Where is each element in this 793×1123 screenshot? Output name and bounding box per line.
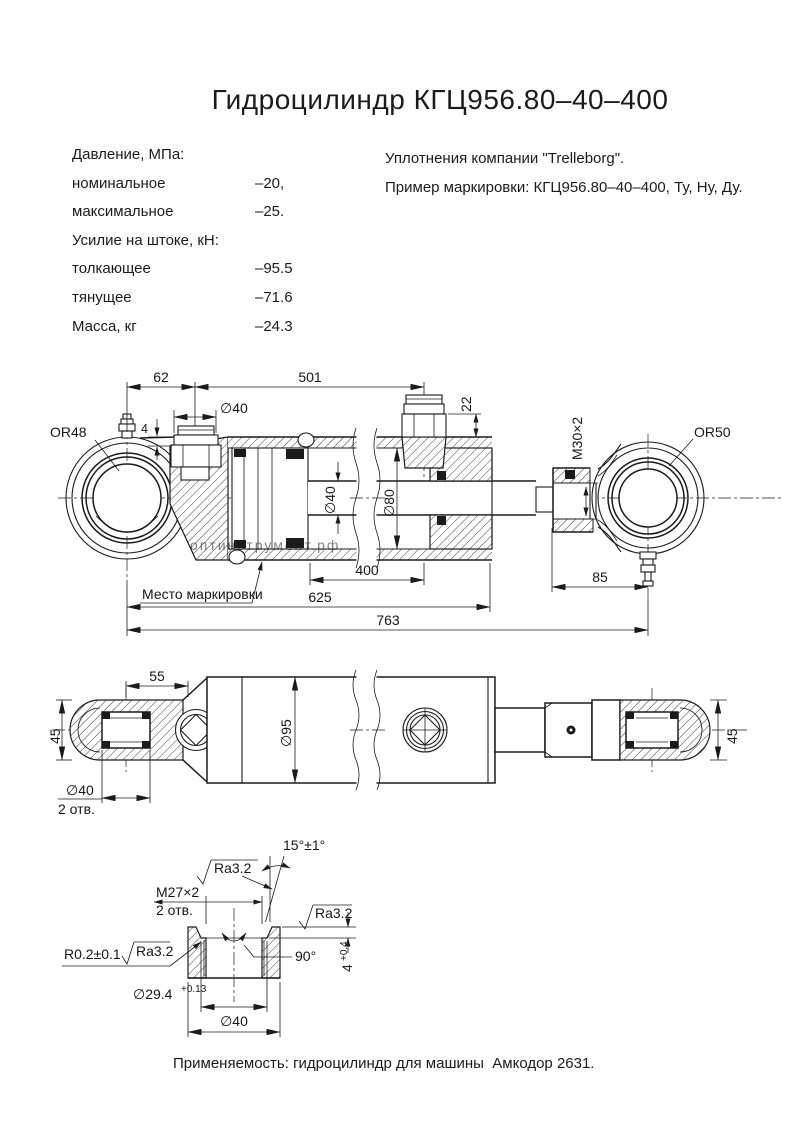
note-seals: Уплотнения компании "Trelleborg". [385, 150, 625, 167]
label-or50: OR50 [694, 424, 731, 440]
marking-place-note: Место маркировки [142, 586, 263, 602]
dim-400: 400 [355, 562, 379, 578]
detail-wall-right [262, 927, 280, 978]
port-boss-top-right [403, 708, 447, 752]
spec-label: максимальное [72, 203, 174, 221]
spec-label: толкающее [72, 260, 151, 278]
surface-finish-icon [62, 942, 201, 966]
spec-label: тянущее [72, 288, 132, 306]
spec-value: –95.5 [255, 260, 293, 278]
gland-seal [437, 516, 446, 525]
label-or48: OR48 [50, 424, 87, 440]
dim-detail-d40: ∅40 [220, 1013, 248, 1029]
ra-chamfer: Ra3.2 [214, 860, 252, 876]
thread-lock [565, 470, 575, 479]
detail-wall-left [188, 927, 206, 978]
spec-label: номинальное [72, 174, 166, 192]
dim-thread: M27×2 [156, 884, 200, 900]
main-section-view [50, 369, 782, 636]
spec-label: Усилие на штоке, кН: [72, 231, 219, 249]
weld-spot [298, 433, 314, 447]
dim-763: 763 [376, 612, 400, 628]
surface-finish-icon [197, 860, 272, 889]
dim-port-d40: ∅40 [220, 400, 248, 416]
piston-rod [308, 481, 536, 515]
rod-plan [495, 700, 620, 760]
dim-cbore: ∅29.4 [133, 986, 173, 1002]
drawing-title: Гидроцилиндр КГЦ956.80–40–400 [211, 84, 669, 115]
right-lug-section [620, 700, 710, 760]
left-lug-section [70, 700, 183, 760]
ra-face: Ra3.2 [315, 905, 353, 921]
dim-pin-d40: ∅40 [66, 782, 94, 798]
dim-rod-d40: ∅40 [322, 486, 338, 514]
piston-seal [234, 449, 246, 457]
spec-value: –20, [255, 174, 285, 192]
dim-62: 62 [153, 369, 169, 385]
dim-4: 4 [141, 422, 148, 436]
dim-d95: ∅95 [278, 719, 294, 747]
dim-pin-holes: 2 отв. [58, 801, 95, 817]
gland-seal [437, 471, 446, 480]
piston-assembly [232, 448, 308, 549]
dim-90deg: 90° [295, 948, 317, 964]
break-lines [350, 428, 385, 568]
dim-22: 22 [458, 396, 474, 412]
dim-bore-d80: ∅80 [381, 489, 397, 517]
dim-chamfer-angle: 15°±1° [283, 837, 326, 853]
dim-depth: 4 [339, 964, 355, 972]
grease-fitting-icon [640, 552, 656, 586]
cone-transition [183, 678, 207, 700]
label-m30x2: M30×2 [569, 416, 585, 460]
watermark-text: оптинструмент.рф [190, 537, 341, 553]
dim-cbore-tol: +0.13 [181, 984, 207, 995]
application-note: Применяемость: гидроцилиндр для машины Амкодор 2631. [173, 1055, 595, 1072]
surface-finish-icon [299, 905, 353, 929]
dim-45-right: 45 [724, 728, 740, 744]
dim-radius: R0.2±0.1 [64, 946, 121, 962]
port-plug-right [402, 395, 446, 468]
spec-value: –71.6 [255, 288, 293, 306]
plan-view [47, 668, 748, 817]
dim-thread-holes: 2 отв. [156, 902, 193, 918]
spec-value: –25. [255, 203, 285, 221]
dim-501: 501 [298, 369, 322, 385]
dim-55: 55 [149, 668, 165, 684]
cone-transition [183, 760, 207, 782]
dim-625: 625 [308, 589, 332, 605]
note-marking-example: Пример маркировки: КГЦ956.80–40–400, Ту, Ну, Ду. [385, 178, 743, 196]
dim-depth-tol: +0.4 [339, 941, 350, 961]
piston-seal [286, 449, 304, 459]
spec-value: –24.3 [255, 317, 293, 335]
ra-bore: Ra3.2 [136, 943, 174, 959]
spec-label: Масса, кг [72, 317, 137, 335]
dim-45-left: 45 [47, 728, 63, 744]
port-detail-view [62, 837, 356, 1037]
dim-85: 85 [592, 569, 608, 585]
spec-label: Давление, МПа: [72, 146, 185, 163]
